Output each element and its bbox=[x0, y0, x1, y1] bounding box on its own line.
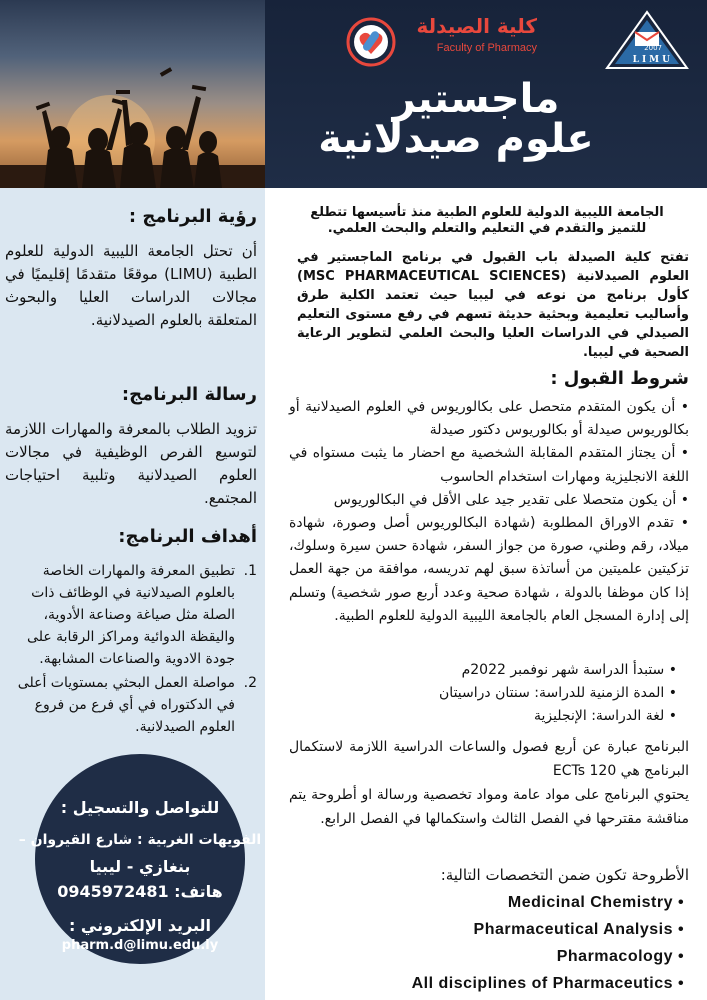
contact-email-label: البريد الإلكتروني : bbox=[68, 916, 212, 935]
admission-announcement: تفتح كلية الصيدلة باب القبول في برنامج الماجستير في العلوم الصيدلانية (MSC PHARMACEUTICAL SCIENCES) كأول برنامج من نوعه في ليبيا حيث تعتمد الكلية طرق وأساليب تعليمية وبحثية حديثة تسهم في رفع مستوى التعليم الصيدلي في الدراسات العليا والبحث العلمي لتطوير الرعاية الصحية في ليبيا. bbox=[297, 250, 689, 360]
pharmacy-logo bbox=[347, 12, 537, 68]
pharmacy-logo-arabic: كلية الصيدلة bbox=[416, 14, 537, 38]
goals-list bbox=[5, 560, 257, 740]
specialization-text: Pharmaceutical Analysis bbox=[473, 921, 673, 938]
specialization-text: All disciplines of Pharmaceutics bbox=[411, 975, 673, 992]
vision-title: رؤية البرنامج : bbox=[128, 206, 257, 227]
graduates-photo bbox=[0, 0, 265, 188]
goal-text: تطبيق المعرفة والمهارات الخاصة بالعلوم الصيدلانية في الوظائف ذات الصلة مثل صياغة وصناعة الأدوية، واليقظة الدوائية ومراكز الرقابة على جودة الادوية والصناعات المشابهة. bbox=[27, 563, 235, 667]
condition-item: • أن يكون المتقدم متحصل على بكالوريوس في العلوم الصيدلانية أو بكالوريوس صيدلة أو بكالوريوس دكتور صيدلة bbox=[289, 399, 689, 439]
condition-text: تقدم الاوراق المطلوبة (شهادة البكالوريوس أصل وصورة، شهادة ميلاد، رقم وطني، صورة من جواز السفر، شهادة حسن سيرة وسلوك، تزكيتين علميتين من أساتذة سبق لهم تدريسه، موافقة من جهة العمل إذا كان موظفا بالدولة ، شهادة صحية وعدد أربع صور شخصية) وتسلم إلى إدارة المسجل العام بالجامعة الليبية الدولية للعلوم الطبية. bbox=[289, 515, 689, 624]
contact-address-line2: بنغازي - ليبيا bbox=[89, 857, 191, 876]
condition-text: أن يجتاز المتقدم المقابلة الشخصية مع احضار ما يثبت مستواه في اللغة الانجليزية ومهارات استخدام الحاسوب bbox=[289, 445, 689, 485]
mission-title: رسالة البرنامج: bbox=[121, 384, 257, 405]
specializations-list bbox=[289, 889, 689, 997]
specialization-item: •All disciplines of Pharmaceutics bbox=[411, 975, 685, 992]
header-band bbox=[265, 0, 707, 188]
contact-phone: هاتف: 0945972481 bbox=[57, 882, 223, 901]
condition-text: أن يكون المتقدم متحصل على بكالوريوس في العلوم الصيدلانية أو بكالوريوس صيدلة أو بكالوريوس دكتور صيدلة bbox=[289, 399, 689, 439]
goal-item bbox=[5, 672, 257, 738]
program-details-list bbox=[297, 659, 677, 728]
page-title-line2: علوم صيدلانية bbox=[318, 116, 594, 162]
specializations-intro: الأطروحة تكون ضمن التخصصات التالية: bbox=[440, 866, 689, 884]
graduates-silhouette bbox=[0, 0, 265, 188]
detail-item: • لغة الدراسة: الإنجليزية bbox=[297, 705, 677, 728]
goal-number: 2. bbox=[243, 675, 257, 691]
limu-logo-year: 2007 bbox=[644, 44, 662, 52]
capsule-heart-icon bbox=[345, 16, 397, 68]
detail-item: • ستبدأ الدراسة شهر نوفمبر 2022م bbox=[297, 659, 677, 682]
contact-circle bbox=[18, 754, 262, 964]
condition-item: • أن يكون متحصلا على تقدير جيد على الأقل في البكالوريوس bbox=[333, 491, 689, 508]
specialization-item: •Pharmacology bbox=[556, 948, 685, 965]
detail-item: • المدة الزمنية للدراسة: سنتان دراسيتان bbox=[297, 682, 677, 705]
intro-text: الجامعة الليبية الدولية للعلوم الطبية منذ تأسيسها تتطلع للتميز والتقدم في التعليم والتعلم والبحث العلمي. bbox=[310, 205, 664, 236]
specialization-text: Pharmacology bbox=[556, 948, 673, 965]
goals-title: أهداف البرنامج: bbox=[118, 526, 257, 547]
limu-logo-text: LIMU bbox=[632, 55, 673, 65]
left-column bbox=[0, 188, 265, 1000]
specialization-text: Medicinal Chemistry bbox=[507, 894, 673, 911]
vision-body: أن تحتل الجامعة الليبية الدولية للعلوم الطبية (LIMU) موقعًا متقدمًا إقليميًا في مجالات الدراسات العليا والبحوث المتعلقة بالعلوم الصيدلانية. bbox=[5, 242, 257, 329]
contact-title: للتواصل والتسجيل : bbox=[60, 798, 220, 817]
condition-text: أن يكون متحصلا على تقدير جيد على الأقل في البكالوريوس bbox=[333, 491, 677, 508]
program-hours-text: البرنامج عبارة عن أربع فصول والساعات الدراسية اللازمة لاستكمال البرنامج هي 120 ECTs bbox=[289, 739, 689, 779]
specialization-item: •Medicinal Chemistry bbox=[507, 894, 685, 911]
goal-text: مواصلة العمل البحثي بمستويات أعلى في الدكتوراه في أي فرع من فروع العلوم الصيدلانية. bbox=[17, 675, 235, 735]
specialization-item: •Pharmaceutical Analysis bbox=[473, 921, 685, 938]
condition-item: • تقدم الاوراق المطلوبة (شهادة البكالوريوس أصل وصورة، شهادة ميلاد، رقم وطني، صورة من جواز السفر، شهادة حسن سيرة وسلوك، تزكيتين علميتين من أساتذة سبق لهم تدريسه، موافقة من جهة العمل إذا كان موظفا بالدولة ، شهادة صحية وعدد أربع صور شخصية) وتسلم إلى إدارة المسجل العام بالجامعة الليبية الدولية للعلوم الطبية. bbox=[289, 515, 689, 624]
mission-body: تزويد الطلاب بالمعرفة والمهارات اللازمة لتوسيع الفرص الوظيفية في مجالات العلوم الصيدلانية وتلبية احتياجات المجتمع. bbox=[5, 420, 257, 507]
contact-email[interactable]: pharm.d@limu.edu.ly bbox=[61, 938, 219, 953]
goal-item bbox=[5, 560, 257, 670]
goal-number: 1. bbox=[243, 563, 257, 579]
conditions-title: شروط القبول : bbox=[550, 368, 689, 389]
condition-item: • أن يجتاز المتقدم المقابلة الشخصية مع احضار ما يثبت مستواه في اللغة الانجليزية ومهارات استخدام الحاسوب bbox=[289, 445, 689, 485]
pharmacy-logo-english: Faculty of Pharmacy bbox=[436, 42, 537, 54]
page-title-line1: ماجستير bbox=[392, 76, 560, 122]
conditions-list bbox=[289, 396, 689, 628]
program-content-text: يحتوي البرنامج على مواد عامة ومواد تخصصية ورسالة او أطروحة يتم مناقشة مقترحها في الفصل الثالث واستكمالها في الفصل الرابع. bbox=[289, 787, 689, 827]
contact-address-line1: الفويهات الغربية : شارع القيروان – bbox=[18, 832, 262, 848]
